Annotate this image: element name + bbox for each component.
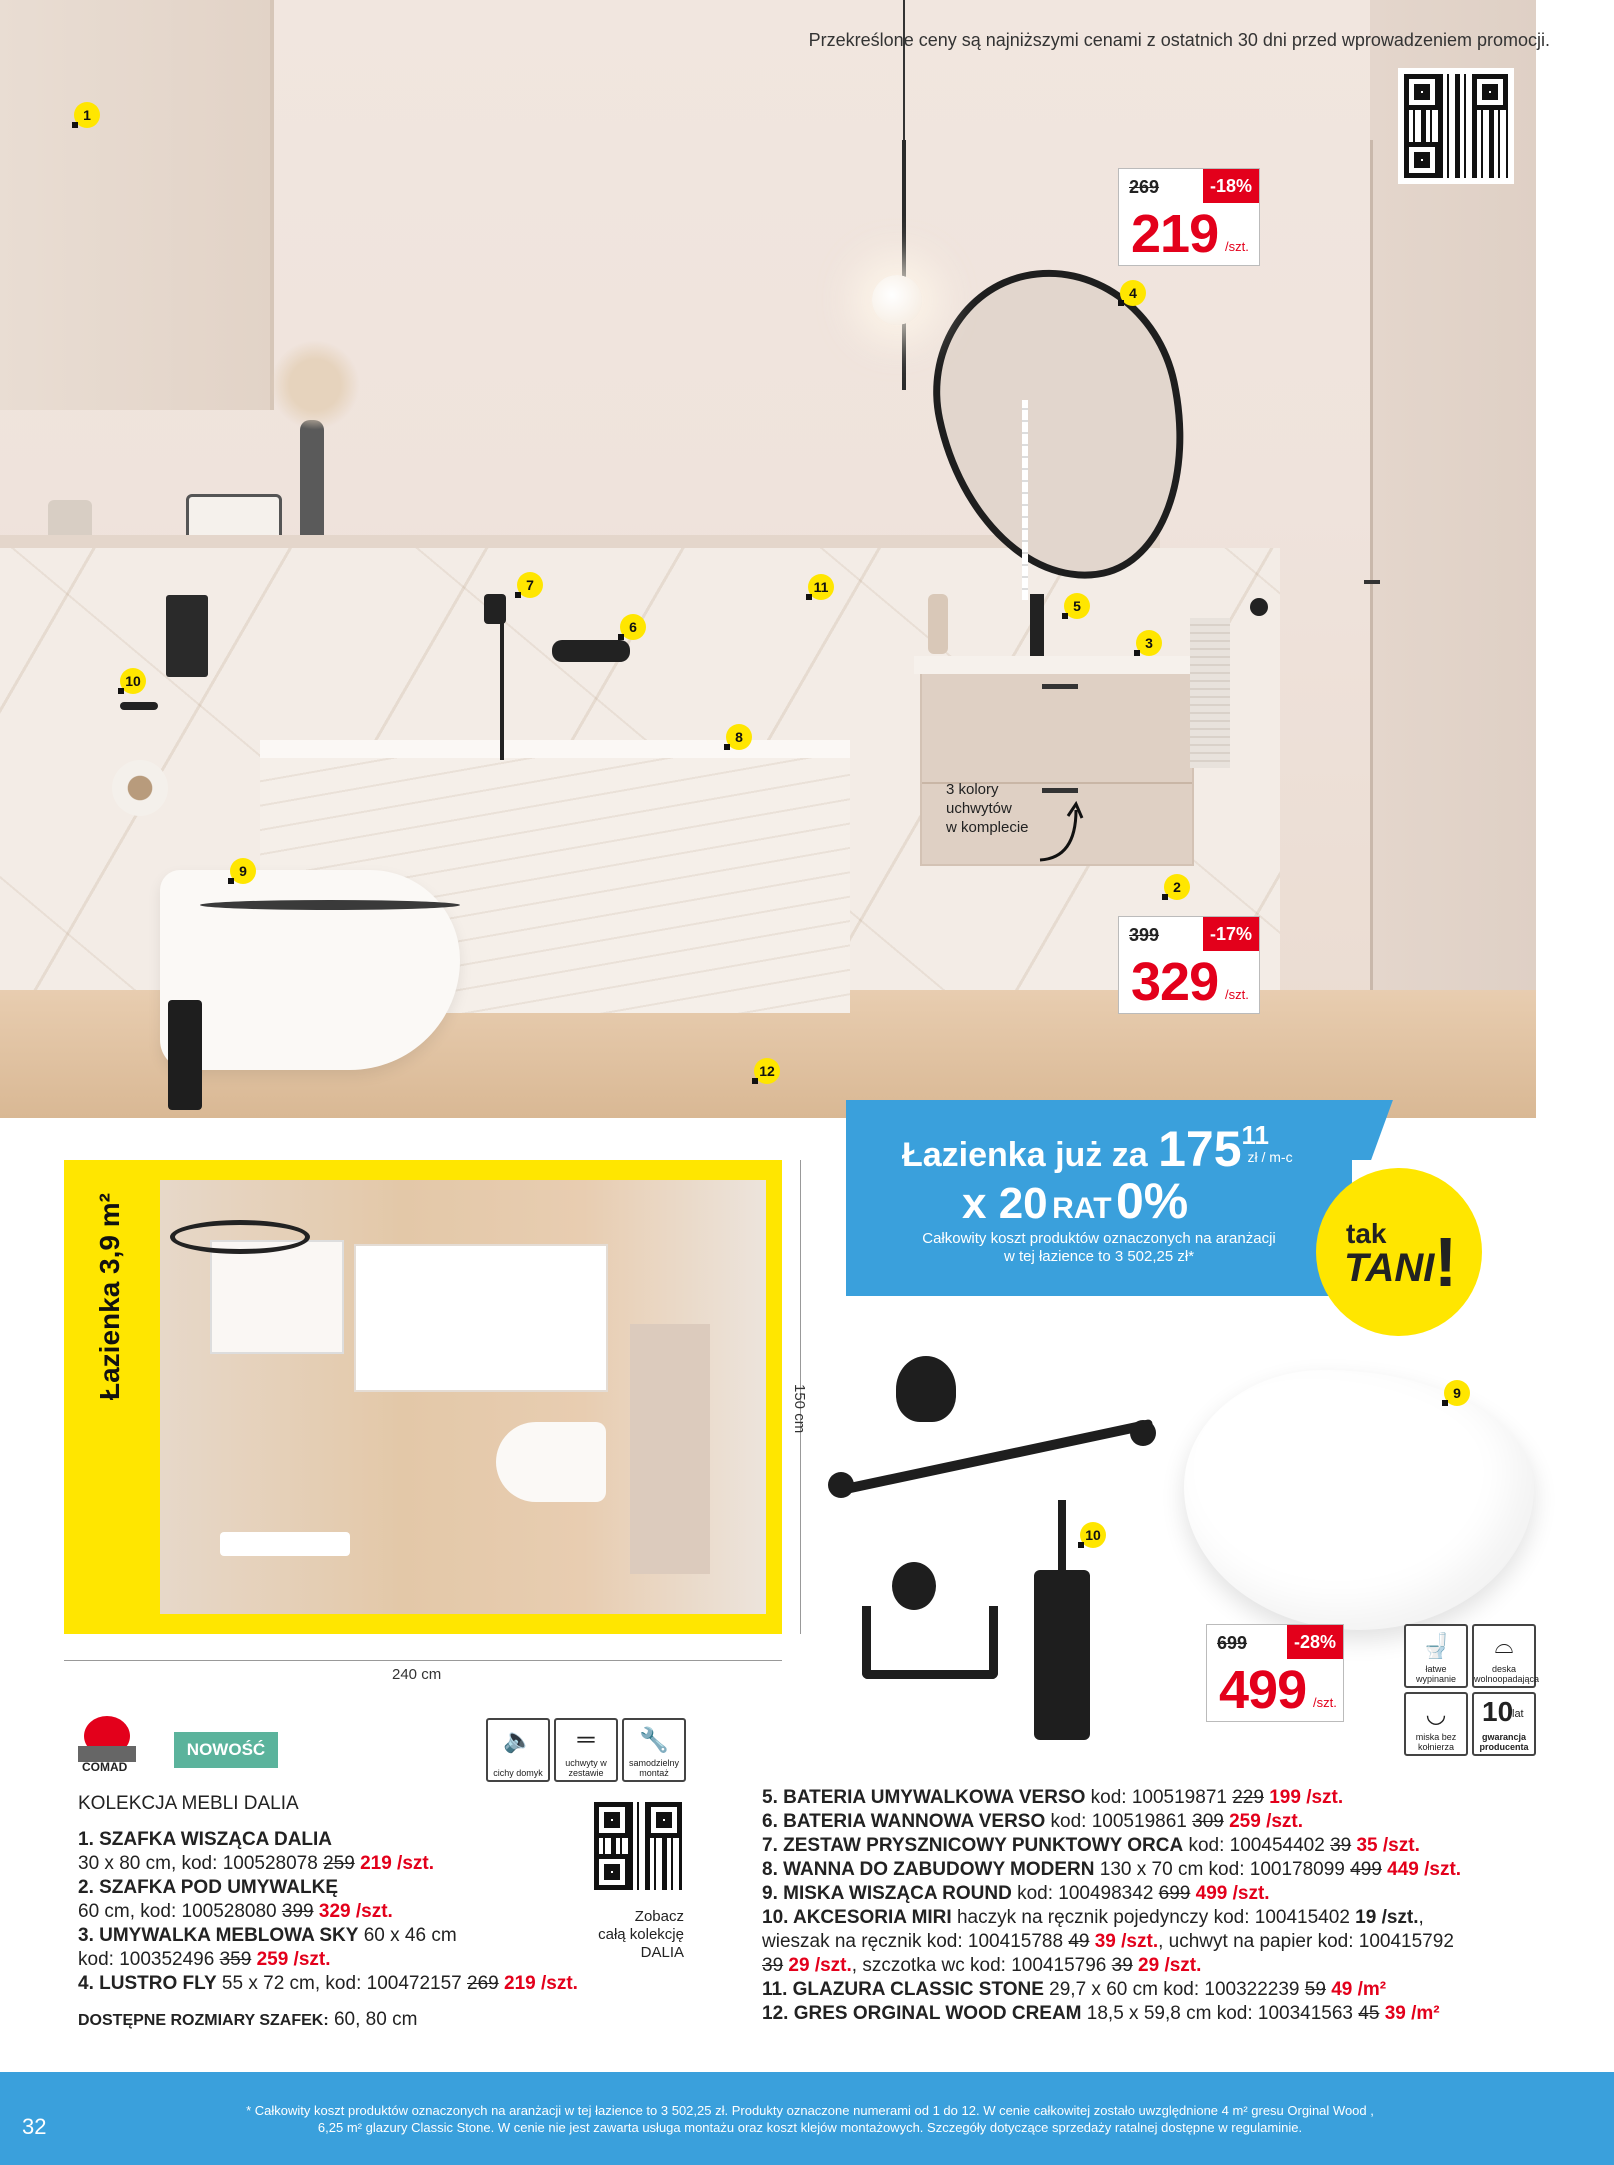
item-5: 5. BATERIA UMYWALKOWA VERSO kod: 100519871 229 199 /szt. bbox=[762, 1787, 1344, 1808]
price-unit: /szt. bbox=[1225, 239, 1249, 254]
badge-8: 8 bbox=[726, 724, 752, 750]
qr-code-top[interactable] bbox=[1398, 68, 1514, 184]
promo-amount: 175 bbox=[1158, 1121, 1242, 1177]
installment-promo bbox=[846, 1100, 1352, 1296]
towel-bar-mount-right bbox=[1130, 1420, 1156, 1446]
badge-10: 10 bbox=[120, 668, 146, 694]
collection-title: KOLEKCJA MEBLI DALIA bbox=[78, 1793, 299, 1814]
item-10-line3: 39 29 /szt., szczotka wc kod: 100415796 39 29 /szt. bbox=[762, 1955, 1202, 1976]
towel-holder bbox=[120, 702, 158, 710]
item-1-name: 1. SZAFKA WISZĄCA DALIA bbox=[78, 1829, 333, 1850]
brush-handle bbox=[1058, 1500, 1066, 1570]
discount-badge: -17% bbox=[1203, 917, 1259, 951]
price-tag-mirror bbox=[1118, 168, 1260, 266]
new-price: 499 bbox=[1219, 1660, 1307, 1720]
new-badge: NOWOŚĆ bbox=[174, 1732, 278, 1768]
shelf bbox=[0, 535, 1160, 549]
price-unit: /szt. bbox=[1225, 987, 1249, 1002]
plan-render bbox=[160, 1180, 766, 1614]
towel-bar-product bbox=[838, 1419, 1153, 1495]
price-tag-toilet bbox=[1206, 1624, 1344, 1722]
qr-caption: Zobacz całą kolekcję DALIA bbox=[598, 1908, 684, 1961]
door-handle bbox=[1364, 580, 1380, 584]
right-product-list bbox=[762, 1786, 1461, 2026]
lamp-wire bbox=[903, 0, 905, 140]
badge-11: 11 bbox=[808, 574, 834, 600]
toilet-brush-product bbox=[1034, 1570, 1090, 1740]
plan-sink bbox=[210, 1240, 344, 1354]
item-2-details: 60 cm, kod: 100528080 399 329 /szt. bbox=[78, 1901, 393, 1922]
plan-toilet bbox=[496, 1422, 606, 1502]
floor-plan bbox=[64, 1160, 782, 1634]
towel-bar-mount-left bbox=[828, 1472, 854, 1498]
badge-10-product: 10 bbox=[1080, 1522, 1106, 1548]
plan-title: Łazienka 3,9 m² bbox=[94, 1193, 125, 1400]
old-price: 269 bbox=[1129, 177, 1160, 197]
comad-logo: COMAD bbox=[78, 1716, 136, 1762]
towel-hook-product bbox=[896, 1356, 956, 1422]
basin-faucet bbox=[1030, 594, 1044, 656]
price-disclaimer: Przekreślone ceny są najniższymi cenami z ostatnich 30 dni przed wprowadzeniem promocji. bbox=[808, 30, 1550, 50]
toilet-brush bbox=[168, 1000, 202, 1110]
qr-code-collection[interactable] bbox=[588, 1796, 688, 1896]
tak-tani-badge: tak TANI ! bbox=[1316, 1168, 1482, 1336]
plan-mirror bbox=[170, 1220, 310, 1254]
badge-9-product: 9 bbox=[1444, 1380, 1470, 1406]
old-price: 699 bbox=[1217, 1633, 1248, 1653]
item-8: 8. WANNA DO ZABUDOWY MODERN 130 x 70 cm kod: 100178099 499 449 /szt. bbox=[762, 1859, 1462, 1880]
curved-arrow-icon bbox=[1036, 800, 1086, 866]
item-10-line1: 10. AKCESORIA MIRI haczyk na ręcznik pojedynczy kod: 100415402 19 /szt., bbox=[762, 1907, 1424, 1928]
plan-cabinet bbox=[630, 1324, 710, 1574]
hand-shower bbox=[484, 594, 506, 624]
promo-note: Całkowity koszt produktów oznaczonych na aranżacji w tej łazience to 3 502,25 zł* bbox=[922, 1230, 1276, 1265]
towel-hook bbox=[1250, 598, 1268, 616]
wall-toilet-product bbox=[1184, 1370, 1534, 1630]
badge-4: 4 bbox=[1120, 280, 1146, 306]
lamp-bar bbox=[902, 140, 906, 390]
badge-12: 12 bbox=[754, 1058, 780, 1084]
wall-cabinet bbox=[0, 0, 274, 410]
badge-5: 5 bbox=[1064, 593, 1090, 619]
badge-2: 2 bbox=[1164, 874, 1190, 900]
shower-hose bbox=[500, 600, 504, 760]
bathroom-photo bbox=[0, 0, 1536, 1118]
rimless-bowl-icon: ◡ miska bez kołnierza bbox=[1404, 1692, 1468, 1756]
toilet-seat-line bbox=[200, 900, 460, 910]
flush-plate bbox=[166, 595, 208, 677]
page-number: 32 bbox=[22, 2114, 47, 2139]
promo-line2: x 20 RAT 0% bbox=[962, 1173, 1189, 1229]
paper-holder-mount bbox=[892, 1562, 936, 1610]
discount-badge: -28% bbox=[1287, 1625, 1343, 1659]
towel-radiator bbox=[1022, 400, 1028, 600]
warranty-icon: 10 lat gwarancja producenta bbox=[1472, 1692, 1536, 1756]
badge-7: 7 bbox=[517, 572, 543, 598]
item-7: 7. ZESTAW PRYSZNICOWY PUNKTOWY ORCA kod: 100454402 39 35 /szt. bbox=[762, 1835, 1420, 1856]
width-label: 240 cm bbox=[392, 1666, 442, 1683]
item-3-name: 3. UMYWALKA MEBLOWA SKY 60 x 46 cm bbox=[78, 1925, 457, 1946]
badge-1: 1 bbox=[74, 102, 100, 128]
soap-dispenser bbox=[928, 594, 948, 654]
price-tag-cabinet bbox=[1118, 916, 1260, 1014]
new-price: 329 bbox=[1131, 952, 1219, 1012]
toilet-paper bbox=[112, 760, 168, 816]
old-price: 399 bbox=[1129, 925, 1160, 945]
badge-9: 9 bbox=[230, 858, 256, 884]
item-2-name: 2. SZAFKA POD UMYWALKĘ bbox=[78, 1877, 339, 1898]
item-9: 9. MISKA WISZĄCA ROUND kod: 100498342 699 499 /szt. bbox=[762, 1883, 1270, 1904]
plan-rug bbox=[220, 1532, 350, 1556]
width-dimension-line bbox=[64, 1660, 782, 1661]
handles-icon: ═ uchwyty w zestawie bbox=[554, 1718, 618, 1782]
plan-bathtub bbox=[354, 1244, 608, 1392]
item-1-details: 30 x 80 cm, kod: 100528078 259 219 /szt. bbox=[78, 1853, 434, 1874]
left-product-list bbox=[78, 1792, 578, 2033]
footer-bar bbox=[0, 2072, 1614, 2165]
pampas-vase bbox=[290, 340, 340, 540]
towel bbox=[1190, 618, 1230, 768]
promo-line1: Łazienka już za 17511 zł / m-c bbox=[902, 1120, 1293, 1177]
soft-close-seat-icon: ⌓ deska wolnoopadająca bbox=[1472, 1624, 1536, 1688]
badge-6: 6 bbox=[620, 614, 646, 640]
item-12: 12. GRES ORGINAL WOOD CREAM 18,5 x 59,8 cm kod: 100341563 45 39 /m² bbox=[762, 2003, 1440, 2024]
discount-badge: -18% bbox=[1203, 169, 1259, 203]
height-label: 150 cm bbox=[791, 1384, 808, 1434]
new-price: 219 bbox=[1131, 204, 1219, 264]
footer-disclaimer: * Całkowity koszt produktów oznaczonych na aranżacji w tej łazience to 3 502,25 zł. Produkty oznaczone numerami od 1 do 12. W cenie całkowitej zostało uwzględnione 4 m² gresu Orginal Wood , 6,25 m² glazury Classic Stone. W cenie nie jest zawarta usługa montażu oraz koszt klejów montażowych. Szczegóły dotyczące sprzedaży ratalnej dostępne w regulaminie. bbox=[246, 2103, 1374, 2135]
item-10-line2: wieszak na ręcznik kod: 100415788 49 39 /szt., uchwyt na papier kod: 100415792 bbox=[762, 1931, 1454, 1952]
sizes-line: DOSTĘPNE ROZMIARY SZAFEK: 60, 80 cm bbox=[78, 2009, 418, 2030]
lamp-globe bbox=[872, 275, 922, 325]
badge-3: 3 bbox=[1136, 630, 1162, 656]
screwdriver-icon: 🔧 samodzielny montaż bbox=[622, 1718, 686, 1782]
handles-caption: 3 kolory uchwytów w komplecie bbox=[946, 781, 1029, 836]
silent-close-icon: 🔈 cichy domyk bbox=[486, 1718, 550, 1782]
item-3-details: kod: 100352496 359 259 /szt. bbox=[78, 1949, 331, 1970]
price-unit: /szt. bbox=[1313, 1695, 1337, 1710]
item-11: 11. GLAZURA CLASSIC STONE 29,7 x 60 cm kod: 100322239 59 49 /m² bbox=[762, 1979, 1387, 2000]
bath-faucet bbox=[552, 640, 630, 662]
toilet-rimless-icon: 🚽 łatwe wypinanie bbox=[1404, 1624, 1468, 1688]
paper-holder-product bbox=[862, 1606, 998, 1679]
door bbox=[1370, 140, 1533, 1060]
item-6: 6. BATERIA WANNOWA VERSO kod: 100519861 309 259 /szt. bbox=[762, 1811, 1304, 1832]
item-4: 4. LUSTRO FLY 55 x 72 cm, kod: 100472157 269 219 /szt. bbox=[78, 1973, 578, 1994]
